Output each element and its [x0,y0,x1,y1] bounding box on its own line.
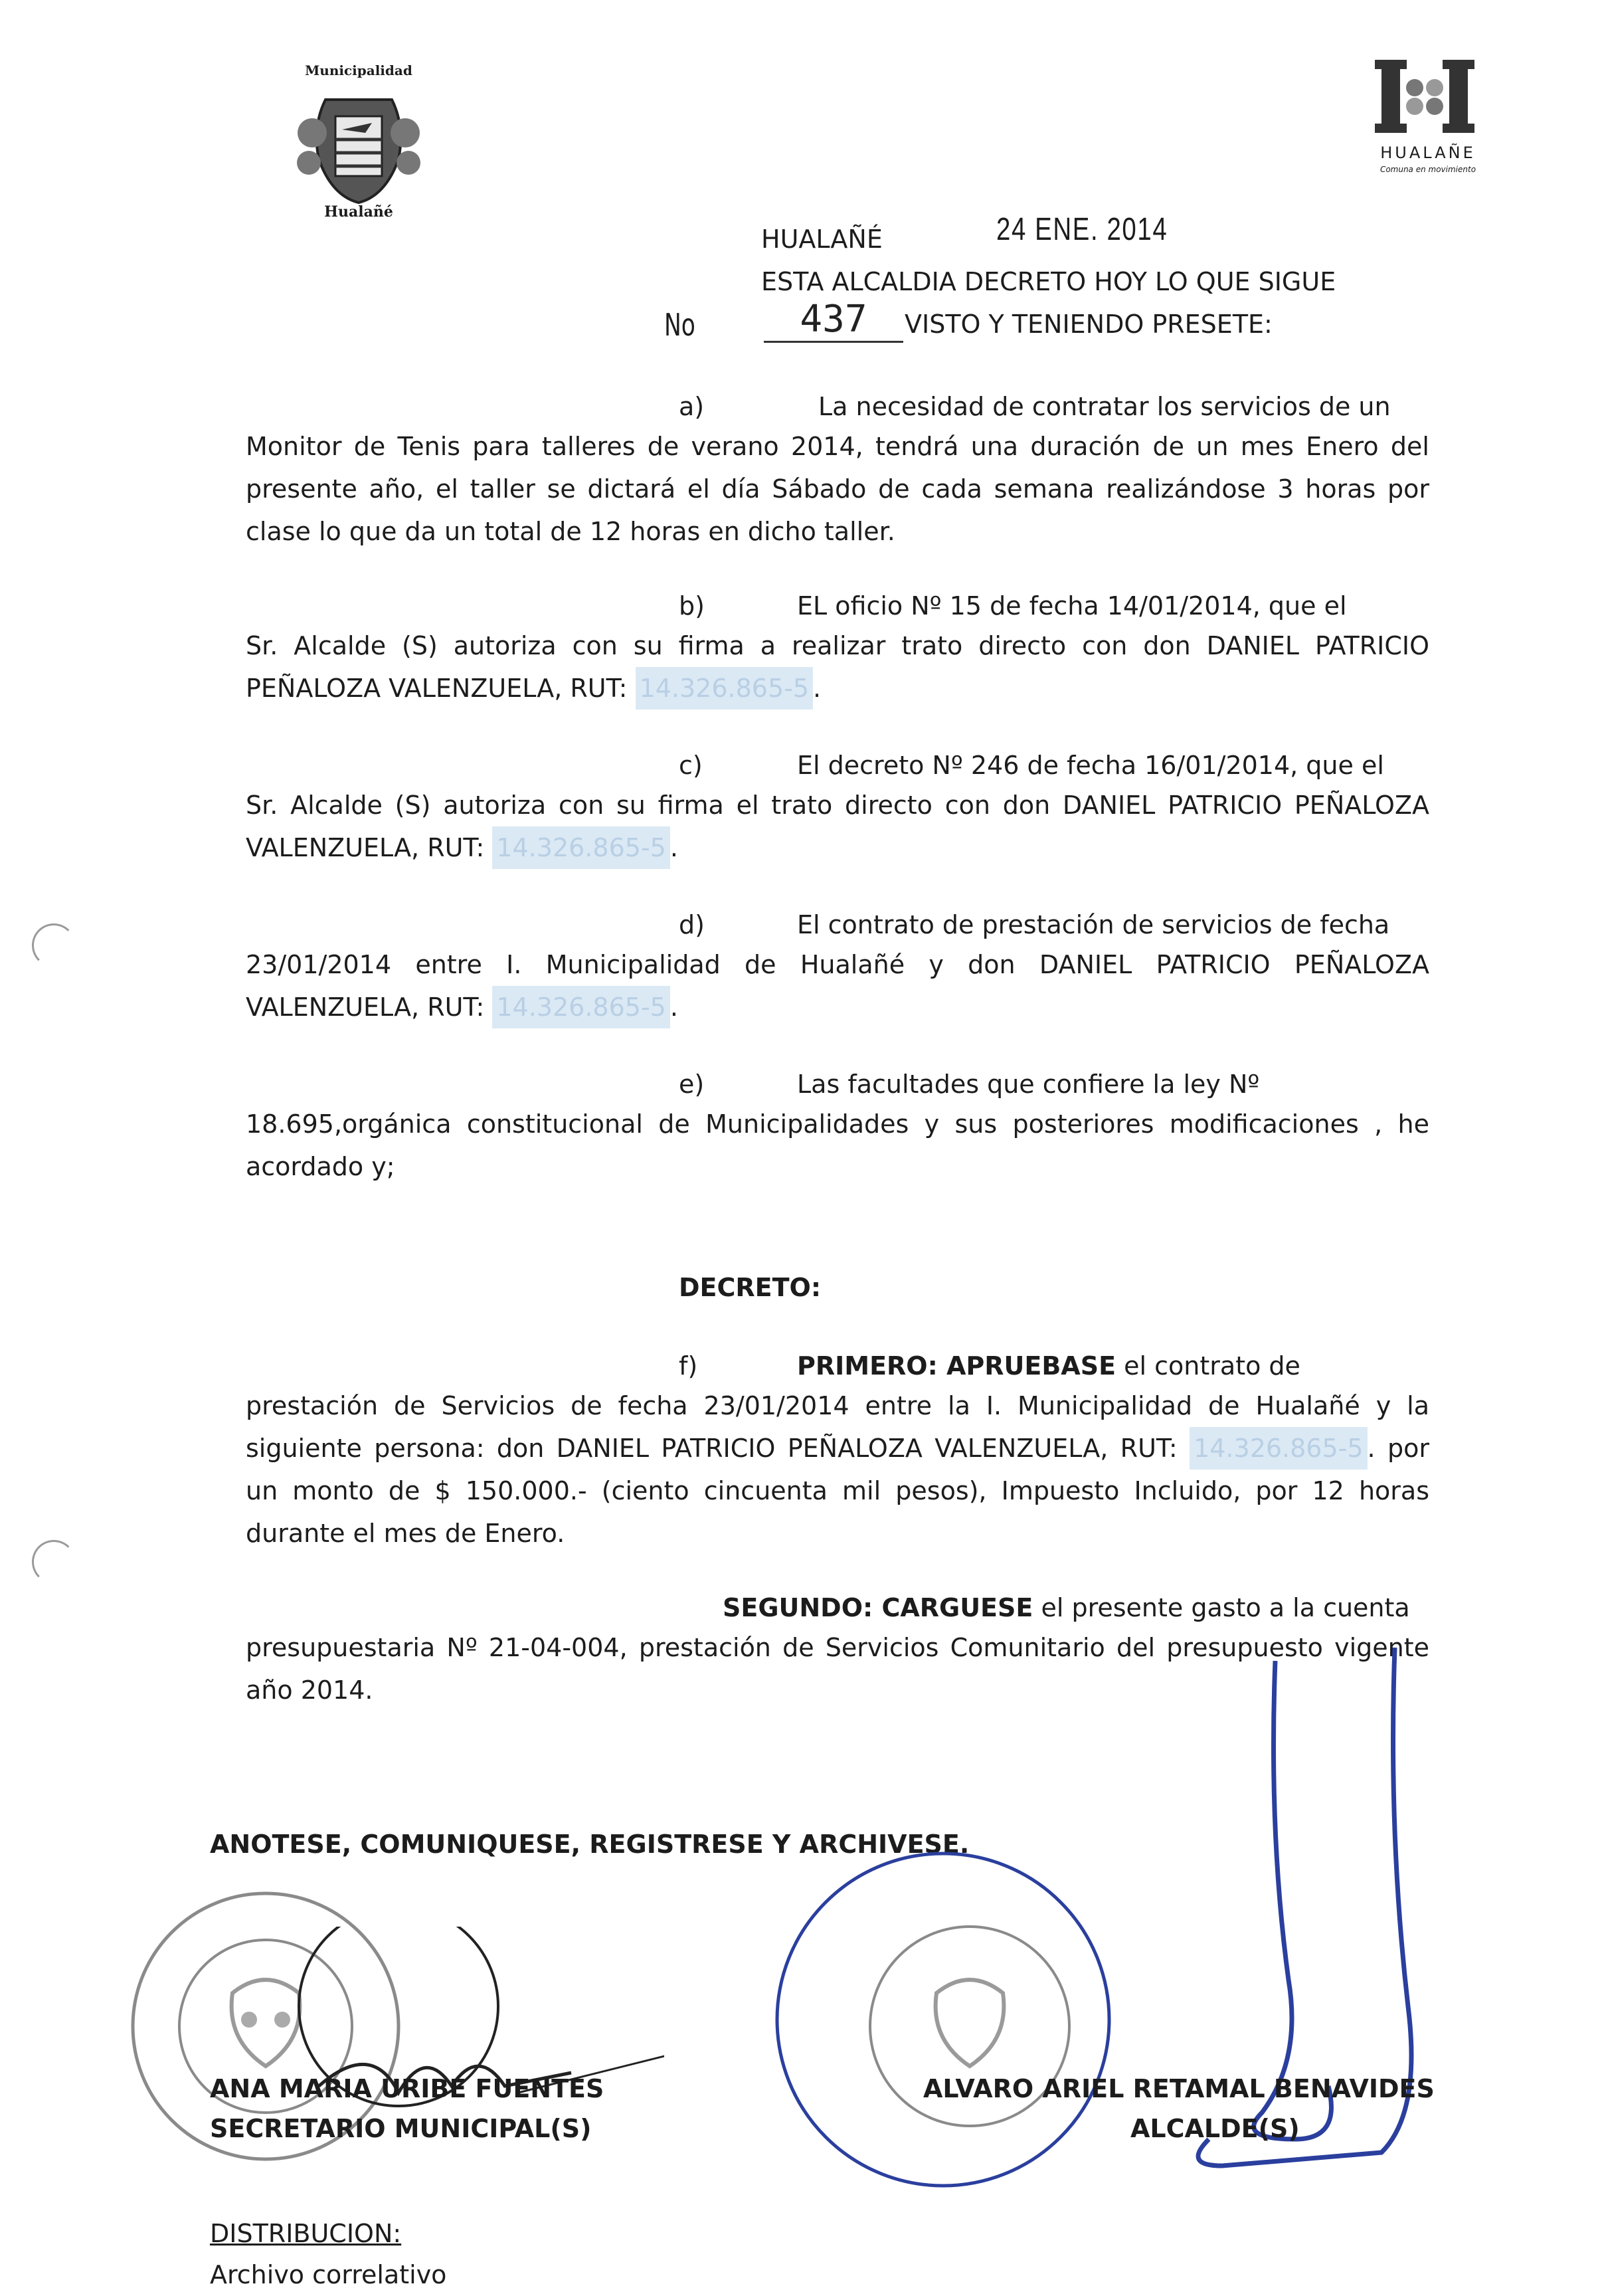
crest-top-text: Municipalidad [305,62,412,78]
item-f-first-text: el contrato de [1124,1351,1300,1381]
brand-h-icon [1375,53,1474,140]
item-f-first-line [797,1345,1429,1387]
item-b-rut-redacted: 14.326.865-5 [636,667,813,710]
signer2-title: ALCALDE(S) [1130,2114,1300,2143]
date-stamp: 24 ENE. 2014 [996,212,1168,247]
item-a-body: Monitor de Tenis para talleres de verano 2014, tendrá una duración de un mes Enero del presente año, el taller se dictará el día Sábado de cada semana realizándose 3 horas por clase lo que da un total de 12 horas en dicho taller. [246,432,1429,546]
brand-name: HUALAÑE [1380,144,1476,162]
alcaldia-stamp [770,1847,1116,2192]
distribucion-item: Archivo correlativo [210,2260,447,2289]
item-b-label: b) [679,591,705,621]
item-f-label: f) [679,1351,698,1381]
item-b-first-line: EL oficio Nº 15 de fecha 14/01/2014, que el [797,591,1347,621]
item-d-first-line: El contrato de prestación de servicios de fecha [797,910,1390,939]
hualane-brand-logo [1368,53,1488,186]
decreto-heading: DECRETO: [679,1273,822,1302]
segundo-label: SEGUNDO: CARGUESE [723,1593,1033,1622]
item-b-text: Sr. Alcalde (S) autoriza con su firma a realizar trato directo con don DANIEL PATRICIO PEÑALOZA VALENZUELA, RUT: [246,631,1429,703]
item-d-label: d) [679,910,705,939]
punch-hole-top [32,923,76,967]
item-f-text: prestación de Servicios de fecha 23/01/2014 entre la I. Municipalidad de Hualañé y la siguiente persona: don DANIEL PATRICIO PEÑALOZA VALENZUELA, RUT: [246,1391,1429,1463]
item-c-rut-redacted: 14.326.865-5 [492,826,669,869]
signer2-name: ALVARO ARIEL RETAMAL BENAVIDES [923,2074,1435,2103]
item-b-body: Sr. Alcalde (S) autoriza con su firma a realizar trato directo con don DANIEL PATRICIO PEÑALOZA VALENZUELA, RUT: 14.326.865-5 . [246,624,1429,710]
item-c-body: Sr. Alcalde (S) autoriza con su firma el trato directo con don DANIEL PATRICIO PEÑALOZA VALENZUELA, RUT: 14.326.865-5 . [246,784,1429,869]
item-f-primero: PRIMERO: APRUEBASE [797,1351,1116,1381]
municipality-crest-logo [286,53,432,226]
item-e-body: 18.695,orgánica constitucional de Municipalidades y sus posteriores modificaciones , he acordado y; [246,1109,1429,1181]
item-a-label: a) [679,392,705,421]
brand-tagline: Comuna en movimiento [1379,165,1476,174]
item-c-first-line: El decreto Nº 246 de fecha 16/01/2014, que el [797,751,1384,780]
signer1-name: ANA MARIA URIBE FUENTES [210,2074,604,2103]
decree-intro-line: ESTA ALCALDIA DECRETO HOY LO QUE SIGUE [761,267,1336,296]
decree-number: 437 [764,298,903,343]
number-label: No [664,307,695,343]
crest-bottom-text: Hualañé [324,203,393,221]
item-d-body: 23/01/2014 entre I. Municipalidad de Hualañé y don DANIEL PATRICIO PEÑALOZA VALENZUELA, RUT: 14.326.865-5 . [246,943,1429,1028]
item-f-body: prestación de Servicios de fecha 23/01/2014 entre la I. Municipalidad de Hualañé y la siguiente persona: don DANIEL PATRICIO PEÑALOZA VALENZUELA, RUT: 14.326.865-5 . por un monto de $ 150.000.- (ciento cincuenta mil pesos), Impuesto Incluido, por 12 horas durante el mes de Enero. [246,1391,1429,1548]
item-e-first-line: Las facultades que confiere la ley Nº [797,1070,1260,1099]
visto-line: VISTO Y TENIENDO PRESETE: [905,310,1273,339]
item-d-text: 23/01/2014 entre I. Municipalidad de Hualañé y don DANIEL PATRICIO PEÑALOZA VALENZUELA, RUT: [246,950,1429,1022]
crest-icon [286,53,432,226]
segundo-body: presupuestaria Nº 21-04-004, prestación de Servicios Comunitario del presupuesto vigente año 2014. [246,1633,1429,1705]
distribucion-heading: DISTRIBUCION: [210,2219,402,2248]
punch-hole-bottom [32,1540,76,1584]
segundo-first-text: el presente gasto a la cuenta [1041,1593,1410,1622]
segundo-first-line [723,1586,1429,1629]
city-label: HUALAÑÉ [761,225,883,254]
signer1-title: SECRETARIO MUNICIPAL(S) [210,2114,592,2143]
anotese-line: ANOTESE, COMUNIQUESE, REGISTRESE Y ARCHIVESE. [210,1830,970,1859]
item-f-rut-redacted: 14.326.865-5 [1190,1427,1367,1470]
item-a-first-line: La necesidad de contratar los servicios de un [818,392,1391,421]
item-c-label: c) [679,751,703,780]
item-d-rut-redacted: 14.326.865-5 [492,986,669,1028]
item-f-amount: por un monto de $ 150.000.- (ciento cincuenta mil pesos), Impuesto Incluido, por 12 horas durante el mes de Enero. [246,1434,1429,1548]
item-e-label: e) [679,1070,705,1099]
item-c-text: Sr. Alcalde (S) autoriza con su firma el trato directo con don DANIEL PATRICIO PEÑALOZA VALENZUELA, RUT: [246,791,1429,862]
